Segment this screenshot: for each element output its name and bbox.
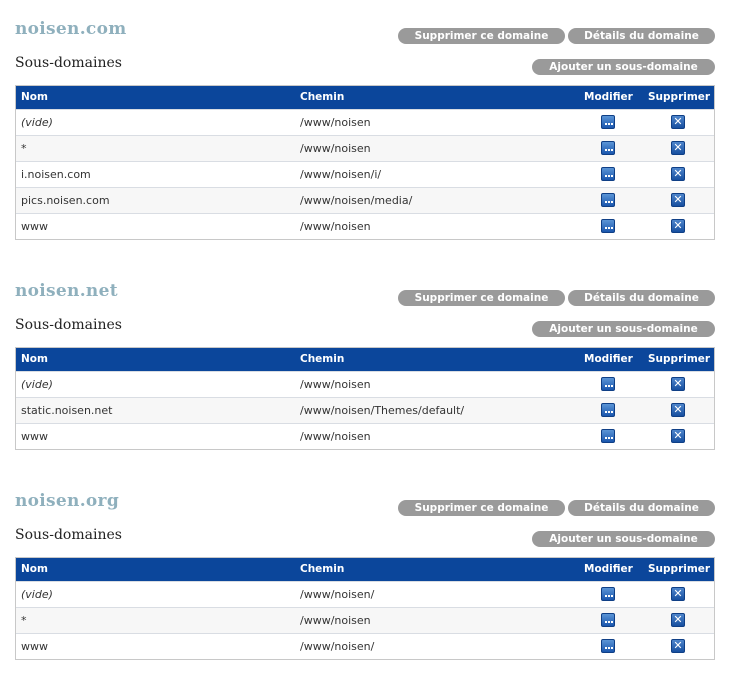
table-row	[16, 213, 714, 239]
subdomain-name: (vide)	[21, 378, 53, 391]
delete-domain-button[interactable]: Supprimer ce domaine	[398, 28, 565, 44]
delete-icon[interactable]: ✕	[671, 193, 685, 207]
edit-icon[interactable]	[601, 193, 615, 207]
add-subdomain-button[interactable]: Ajouter un sous-domaine	[532, 531, 715, 547]
table-row	[16, 581, 714, 607]
table-row	[16, 135, 714, 161]
column-header-path: Chemin	[300, 563, 345, 575]
table-row	[16, 633, 714, 659]
domain-details-button[interactable]: Détails du domaine	[568, 500, 715, 516]
delete-icon[interactable]: ✕	[671, 219, 685, 233]
table-row	[16, 397, 714, 423]
column-header-name: Nom	[21, 563, 48, 575]
table-row	[16, 607, 714, 633]
subdomains-table	[15, 347, 715, 450]
subdomain-path: /www/noisen/media/	[300, 194, 413, 207]
domain-title: noisen.net	[15, 281, 118, 301]
edit-icon[interactable]	[601, 377, 615, 391]
subdomain-path: /www/noisen/i/	[300, 168, 382, 181]
delete-domain-button[interactable]: Supprimer ce domaine	[398, 500, 565, 516]
edit-icon[interactable]	[601, 403, 615, 417]
column-header-path: Chemin	[300, 91, 345, 103]
table-header	[16, 86, 714, 109]
add-subdomain-button[interactable]: Ajouter un sous-domaine	[532, 59, 715, 75]
subdomain-path: /www/noisen	[300, 430, 371, 443]
delete-icon[interactable]: ✕	[671, 167, 685, 181]
subdomains-table	[15, 85, 715, 240]
table-row	[16, 187, 714, 213]
add-subdomain-button[interactable]: Ajouter un sous-domaine	[532, 321, 715, 337]
table-row	[16, 109, 714, 135]
edit-icon[interactable]	[601, 639, 615, 653]
delete-icon[interactable]: ✕	[671, 429, 685, 443]
delete-icon[interactable]: ✕	[671, 115, 685, 129]
subdomain-path: /www/noisen	[300, 142, 371, 155]
domain-title: noisen.org	[15, 491, 120, 511]
subdomain-path: /www/noisen	[300, 116, 371, 129]
column-header-edit: Modifier	[584, 91, 633, 103]
subdomain-name: static.noisen.net	[21, 404, 113, 417]
subdomain-name: i.noisen.com	[21, 168, 91, 181]
table-header	[16, 558, 714, 581]
delete-icon[interactable]: ✕	[671, 639, 685, 653]
delete-domain-button[interactable]: Supprimer ce domaine	[398, 290, 565, 306]
subdomain-name: (vide)	[21, 588, 53, 601]
subdomains-title: Sous-domaines	[15, 527, 122, 543]
edit-icon[interactable]	[601, 429, 615, 443]
column-header-edit: Modifier	[584, 353, 633, 365]
delete-icon[interactable]: ✕	[671, 377, 685, 391]
column-header-path: Chemin	[300, 353, 345, 365]
subdomain-path: /www/noisen/	[300, 640, 375, 653]
column-header-delete: Supprimer	[648, 353, 711, 365]
edit-icon[interactable]	[601, 141, 615, 155]
domain-details-button[interactable]: Détails du domaine	[568, 28, 715, 44]
table-row	[16, 161, 714, 187]
subdomains-title: Sous-domaines	[15, 317, 122, 333]
edit-icon[interactable]	[601, 613, 615, 627]
edit-icon[interactable]	[601, 167, 615, 181]
domain-title: noisen.com	[15, 19, 127, 39]
domain-details-button[interactable]: Détails du domaine	[568, 290, 715, 306]
column-header-name: Nom	[21, 91, 48, 103]
subdomains-table	[15, 557, 715, 660]
table-row	[16, 423, 714, 449]
subdomain-name: www	[21, 640, 48, 653]
column-header-delete: Supprimer	[648, 563, 711, 575]
delete-icon[interactable]: ✕	[671, 403, 685, 417]
subdomain-path: /www/noisen	[300, 378, 371, 391]
subdomains-title: Sous-domaines	[15, 55, 122, 71]
subdomain-name: (vide)	[21, 116, 53, 129]
column-header-delete: Supprimer	[648, 91, 711, 103]
edit-icon[interactable]	[601, 219, 615, 233]
subdomain-name: www	[21, 430, 48, 443]
subdomain-name: www	[21, 220, 48, 233]
delete-icon[interactable]: ✕	[671, 587, 685, 601]
edit-icon[interactable]	[601, 587, 615, 601]
subdomain-name: *	[21, 614, 27, 627]
delete-icon[interactable]: ✕	[671, 141, 685, 155]
subdomain-name: *	[21, 142, 27, 155]
subdomain-name: pics.noisen.com	[21, 194, 110, 207]
column-header-edit: Modifier	[584, 563, 633, 575]
table-header	[16, 348, 714, 371]
subdomain-path: /www/noisen	[300, 614, 371, 627]
subdomain-path: /www/noisen/Themes/default/	[300, 404, 465, 417]
edit-icon[interactable]	[601, 115, 615, 129]
subdomain-path: /www/noisen/	[300, 588, 375, 601]
subdomain-path: /www/noisen	[300, 220, 371, 233]
delete-icon[interactable]: ✕	[671, 613, 685, 627]
table-row	[16, 371, 714, 397]
column-header-name: Nom	[21, 353, 48, 365]
